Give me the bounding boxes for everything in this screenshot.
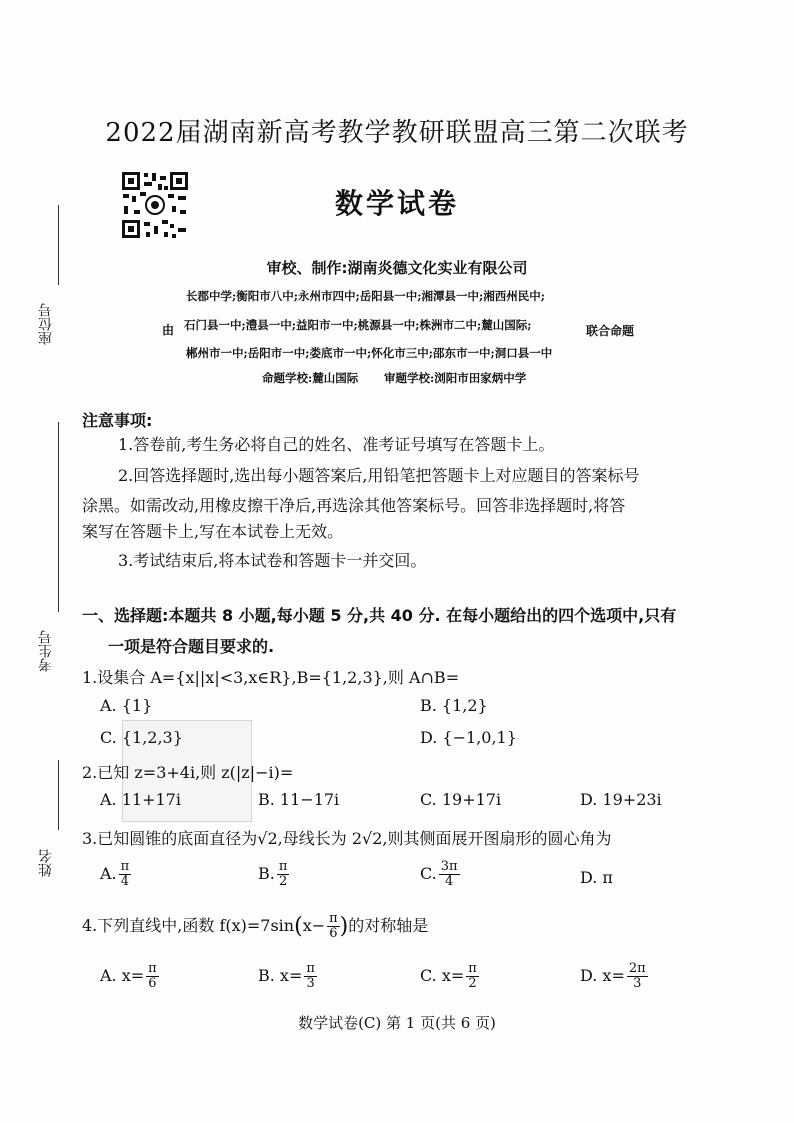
q4-stem-frac xyxy=(327,912,340,941)
q1-option-a: A. {1} xyxy=(100,696,153,715)
notice-item-2c: 案写在答题卡上,写在本试卷上无效。 xyxy=(82,522,344,541)
joint-proposal: 联合命题 xyxy=(586,324,635,338)
q3-a-den: 4 xyxy=(120,874,130,889)
q3-option-c xyxy=(420,860,460,889)
q4-b-num: π xyxy=(306,961,315,976)
q4-b-label: B. x= xyxy=(258,966,303,985)
q2-option-b: B. 11−17i xyxy=(258,790,340,809)
notice-item-2a: 2.回答选择题时,选出每小题答案后,用铅笔把答题卡上对应题目的答案标号 xyxy=(118,466,640,485)
q3-a-frac xyxy=(119,860,132,889)
q4-c-label: C. x= xyxy=(420,966,465,985)
q3-stem: 3.已知圆锥的底面直径为√2,母线长为 2√2,则其侧面展开图扇形的圆心角为 xyxy=(82,829,612,848)
exam-title: 2022届湖南新高考教学教研联盟高三第二次联考 xyxy=(105,118,689,148)
q4-d-den: 3 xyxy=(633,976,642,991)
q4-c-den: 2 xyxy=(468,976,477,991)
notice-item-2b: 涂黑。如需改动,用橡皮擦干净后,再选涂其他答案标号。回答非选择题时,将答 xyxy=(82,496,626,515)
q4-c-num: π xyxy=(468,961,477,976)
q3-c-num: 3π xyxy=(440,859,458,874)
q4-a-label: A. x= xyxy=(100,966,145,985)
q3-option-d: D. π xyxy=(580,868,613,887)
exam-no-line xyxy=(58,422,59,612)
exam-no-label: 考生号 xyxy=(38,630,54,672)
q4-a-frac xyxy=(146,962,159,991)
q1-stem: 1.设集合 A={x||x|<3,x∈R},B={1,2,3},则 A∩B= xyxy=(82,668,460,687)
subject-title: 数学试卷 xyxy=(334,187,459,220)
name-label: 姓名 xyxy=(38,849,54,877)
q1-option-b: B. {1,2} xyxy=(420,696,488,715)
q3-a-label: A. xyxy=(100,864,117,883)
schools-line-1: 长郡中学;衡阳市八中;永州市四中;岳阳县一中;湘潭县一中;湘西州民中; xyxy=(186,289,545,303)
proposer-school: 命题学校:麓山国际 xyxy=(262,371,359,385)
q4-a-den: 6 xyxy=(148,976,157,991)
q4-stem-num: π xyxy=(329,911,338,926)
maker-line: 审校、制作:湖南炎德文化实业有限公司 xyxy=(266,259,528,277)
q4-b-den: 3 xyxy=(306,976,315,991)
q4-a-num: π xyxy=(148,961,157,976)
q3-c-den: 4 xyxy=(445,874,454,889)
notice-item-3: 3.考试结束后,将本试卷和答题卡一并交回。 xyxy=(118,551,427,570)
q3-b-label: B. xyxy=(258,864,275,883)
q4-stem-den: 6 xyxy=(329,926,338,941)
q4-b-frac xyxy=(304,962,317,991)
section-line-2: 一项是符合题目要求的. xyxy=(108,637,275,656)
q4-d-num: 2π xyxy=(628,961,646,976)
reviewer-school: 审题学校:浏阳市田家炳中学 xyxy=(384,371,527,385)
q4-d-label: D. x= xyxy=(580,966,625,985)
q3-b-frac xyxy=(277,860,290,889)
schools-line-3: 郴州市一中;岳阳市一中;娄底市一中;怀化市三中;邵东市一中;洞口县一中 xyxy=(186,346,553,360)
q4-paren-close: ) xyxy=(339,914,349,939)
q2-option-a: A. 11+17i xyxy=(100,790,181,809)
q1-option-d: D. {−1,0,1} xyxy=(420,728,517,747)
schools-line-2: 石门县一中;澧县一中;益阳市一中;桃源县一中;株洲市二中;麓山国际; xyxy=(184,318,532,332)
seat-line xyxy=(58,205,59,285)
q3-c-frac xyxy=(439,860,460,889)
q2-option-c: C. 19+17i xyxy=(420,790,502,809)
q3-option-a xyxy=(100,860,131,889)
notice-title: 注意事项: xyxy=(82,411,153,430)
q1-option-c: C. {1,2,3} xyxy=(100,728,183,747)
q3-c-label: C. xyxy=(420,864,437,883)
seat-label: 座位号 xyxy=(38,303,54,345)
q4-c-frac xyxy=(466,962,479,991)
section-heading xyxy=(82,600,722,662)
q2-option-d: D. 19+23i xyxy=(580,790,662,809)
q4-option-d xyxy=(580,962,648,991)
q2-stem: 2.已知 z=3+4i,则 z(|z|−i)= xyxy=(82,763,294,782)
page-footer: 数学试卷(C) 第 1 页(共 6 页) xyxy=(298,1014,496,1032)
q3-option-b xyxy=(258,860,289,889)
notice-item-1: 1.答卷前,考生务必将自己的姓名、准考证号填写在答题卡上。 xyxy=(118,435,555,454)
section-line-1: 一、选择题:本题共 8 小题,每小题 5 分,共 40 分. 在每小题给出的四个选项中,只有 xyxy=(82,606,677,625)
q3-a-num: π xyxy=(120,859,130,874)
q3-b-num: π xyxy=(278,859,288,874)
q4-stem-c: 的对称轴是 xyxy=(348,916,429,935)
q4-paren-open: ( xyxy=(294,914,303,939)
name-line xyxy=(58,760,59,830)
q4-option-a xyxy=(100,962,159,991)
q3-b-den: 2 xyxy=(278,874,288,889)
q4-stem-b: x− xyxy=(302,916,326,935)
q4-stem xyxy=(82,912,428,941)
schools-you: 由 xyxy=(162,323,175,337)
q4-stem-a: 4.下列直线中,函数 f(x)=7sin xyxy=(82,916,295,935)
q4-option-b xyxy=(258,962,317,991)
q4-d-frac xyxy=(627,962,648,991)
q4-option-c xyxy=(420,962,479,991)
